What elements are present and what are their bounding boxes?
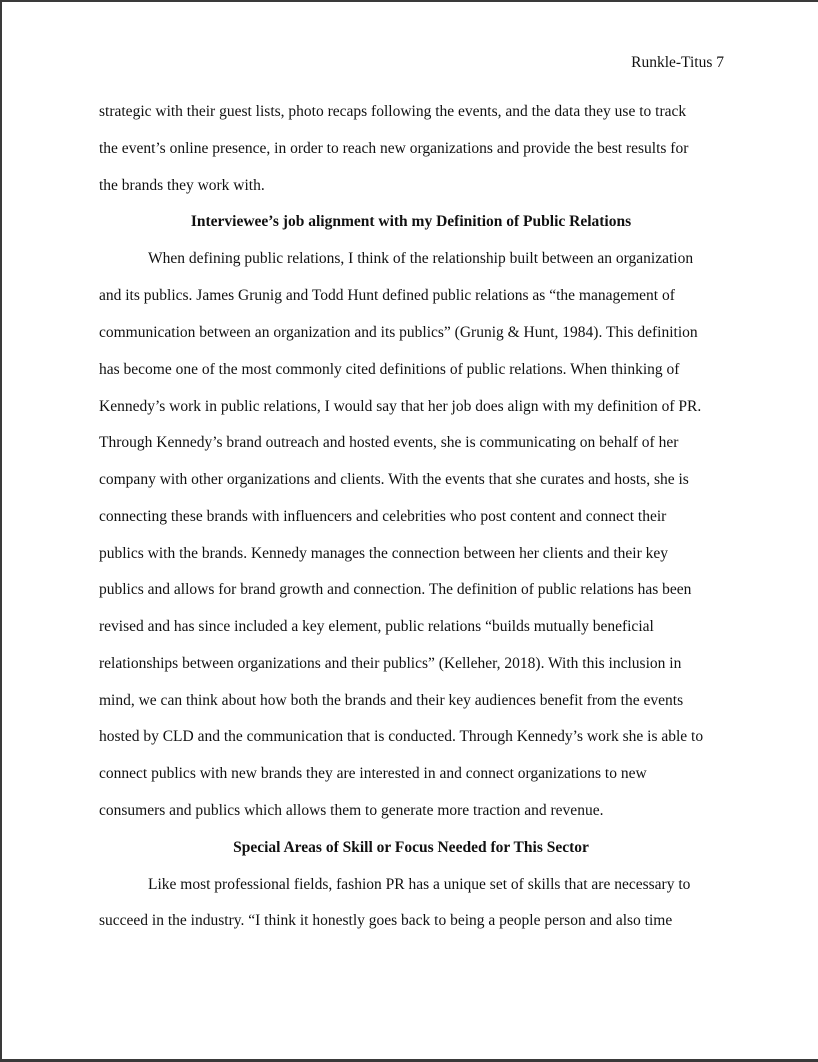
paragraph-line: When defining public relations, I think of the relationship built between an organization xyxy=(148,250,694,267)
paragraph-line: succeed in the industry. “I think it honestly goes back to being a people person and also time xyxy=(99,912,673,929)
paragraph-line: revised and has since included a key element, public relations “builds mutually beneficial xyxy=(99,618,654,635)
paragraph-line: connect publics with new brands they are interested in and connect organizations to new xyxy=(99,765,647,782)
paragraph-line: the brands they work with. xyxy=(99,177,265,194)
paragraph-line: connecting these brands with influencers and celebrities who post content and connect their xyxy=(99,508,667,525)
paragraph-line: Through Kennedy’s brand outreach and hosted events, she is communicating on behalf of her xyxy=(99,434,679,451)
paragraph-line: and its publics. James Grunig and Todd Hunt defined public relations as “the management of xyxy=(99,287,675,304)
paragraph-line: hosted by CLD and the communication that is conducted. Through Kennedy’s work she is able to xyxy=(99,728,704,745)
paragraph-line: Kennedy’s work in public relations, I would say that her job does align with my definition of PR. xyxy=(99,398,702,415)
paragraph-line: strategic with their guest lists, photo recaps following the events, and the data they use to track xyxy=(99,103,687,120)
paragraph-line: Like most professional fields, fashion PR has a unique set of skills that are necessary to xyxy=(148,876,691,893)
paragraph-line: has become one of the most commonly cited definitions of public relations. When thinking of xyxy=(99,361,680,378)
section-heading: Special Areas of Skill or Focus Needed for This Sector xyxy=(233,839,589,856)
paragraph-line: relationships between organizations and their publics” (Kelleher, 2018). With this inclusion in xyxy=(99,655,682,672)
running-head: Runkle-Titus 7 xyxy=(631,54,724,71)
paragraph-line: publics with the brands. Kennedy manages the connection between her clients and their key xyxy=(99,545,669,562)
paragraph-line: company with other organizations and clients. With the events that she curates and hosts, she is xyxy=(99,471,689,488)
paragraph-line: consumers and publics which allows them to generate more traction and revenue. xyxy=(99,802,604,819)
paragraph-line: communication between an organization and its publics” (Grunig & Hunt, 1984). This definition xyxy=(99,324,698,341)
paragraph-line: publics and allows for brand growth and connection. The definition of public relations has been xyxy=(99,581,692,598)
paragraph-line: the event’s online presence, in order to reach new organizations and provide the best results for xyxy=(99,140,689,157)
paragraph-line: mind, we can think about how both the brands and their key audiences benefit from the events xyxy=(99,692,684,709)
section-heading: Interviewee’s job alignment with my Definition of Public Relations xyxy=(190,213,632,230)
